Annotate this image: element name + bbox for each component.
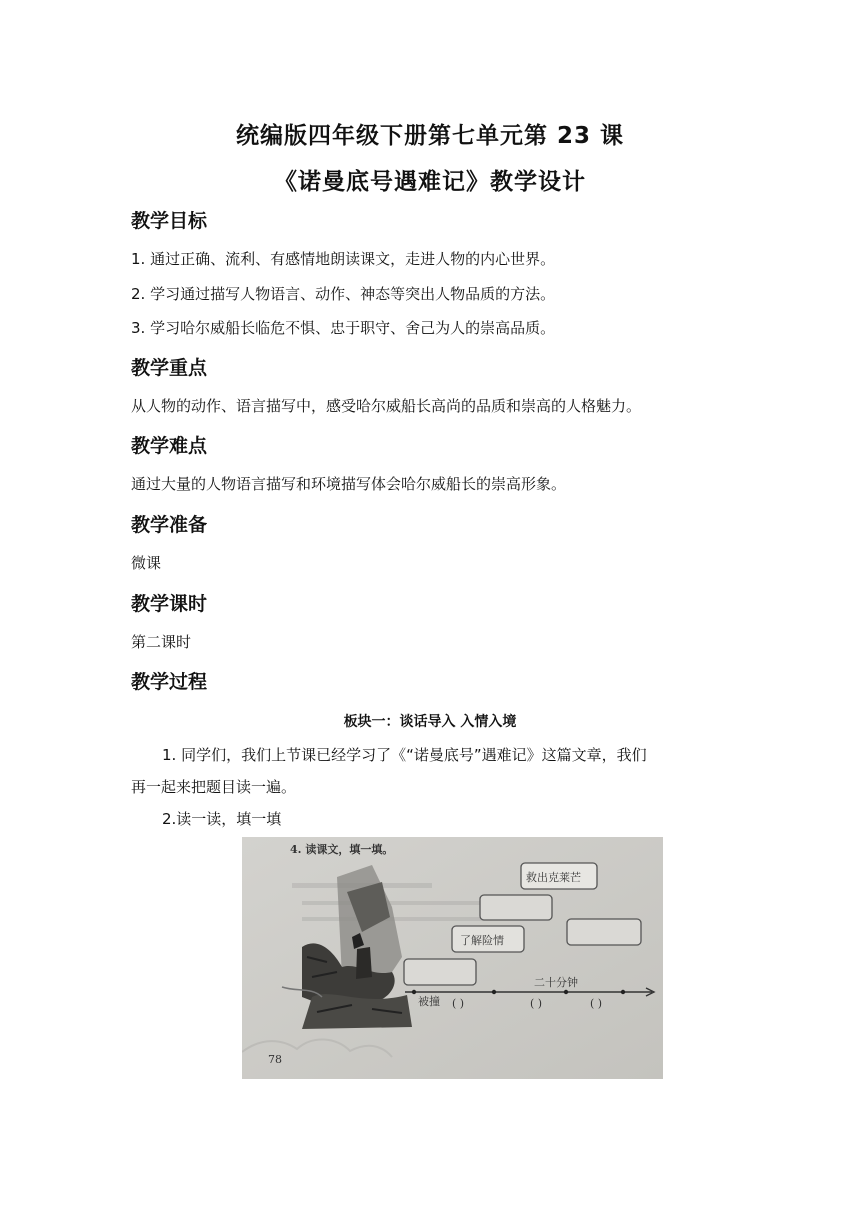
textbook-photo-drawing [242, 837, 663, 1079]
preparation-text: 微课 [131, 554, 162, 572]
goal-item-1: 1. 通过正确、流利、有感情地朗读课文，走进人物的内心世界。 [131, 250, 556, 268]
difficulties-heading: 教学难点 [131, 435, 208, 457]
timeline-dot-2 [492, 990, 496, 994]
box-top-label: 救出克莱芒 [526, 871, 581, 884]
textbook-photo [242, 837, 663, 1079]
goal-item-3: 3. 学习哈尔威船长临危不惧、忠于职守、舍己为人的崇高品质。 [131, 319, 556, 337]
timeline-blank-1: ( ) [452, 997, 465, 1010]
period-heading: 教学课时 [131, 593, 208, 615]
paragraph-2: 2.读一读，填一填 [162, 810, 282, 828]
timeline-blank-2: ( ) [530, 997, 543, 1010]
process-heading: 教学过程 [131, 671, 208, 693]
document-title-line1: 统编版四年级下册第七单元第 23 课 [235, 123, 625, 149]
time-label: 二十分钟 [534, 976, 578, 989]
goal-item-2: 2. 学习通过描写人物语言、动作、神态等突出人物品质的方法。 [131, 285, 556, 303]
page-number: 78 [268, 1053, 282, 1066]
paragraph-1-line-2: 再一起来把题目读一遍。 [131, 778, 297, 796]
timeline-start-label: 被撞 [418, 995, 440, 1008]
answer-box-blank-3 [404, 959, 476, 985]
preparation-heading: 教学准备 [131, 514, 208, 536]
period-text: 第二课时 [131, 633, 192, 651]
timeline-dot-1 [412, 990, 416, 994]
key-points-heading: 教学重点 [131, 357, 208, 379]
document-title-line2: 《诺曼底号遇难记》教学设计 [274, 169, 586, 195]
key-points-text: 从人物的动作、语言描写中，感受哈尔威船长高尚的品质和崇高的人格魅力。 [131, 397, 642, 415]
difficulties-text: 通过大量的人物语言描写和环境描写体会哈尔威船长的崇高形象。 [131, 475, 567, 493]
timeline-dot-3 [564, 990, 568, 994]
timeline-blank-3: ( ) [590, 997, 603, 1010]
goals-heading: 教学目标 [131, 210, 208, 232]
answer-box-blank-1 [480, 895, 552, 920]
answer-box-blank-2 [567, 919, 641, 945]
task-label: 4. 读课文，填一填。 [290, 843, 394, 856]
box-mid-label: 了解险情 [460, 934, 504, 947]
paragraph-1-line-1: 1. 同学们，我们上节课已经学习了《“诺曼底号”遇难记》这篇文章，我们 [162, 746, 647, 764]
timeline-dot-4 [621, 990, 625, 994]
block-title: 板块一：谈话导入 入情入境 [343, 714, 517, 730]
